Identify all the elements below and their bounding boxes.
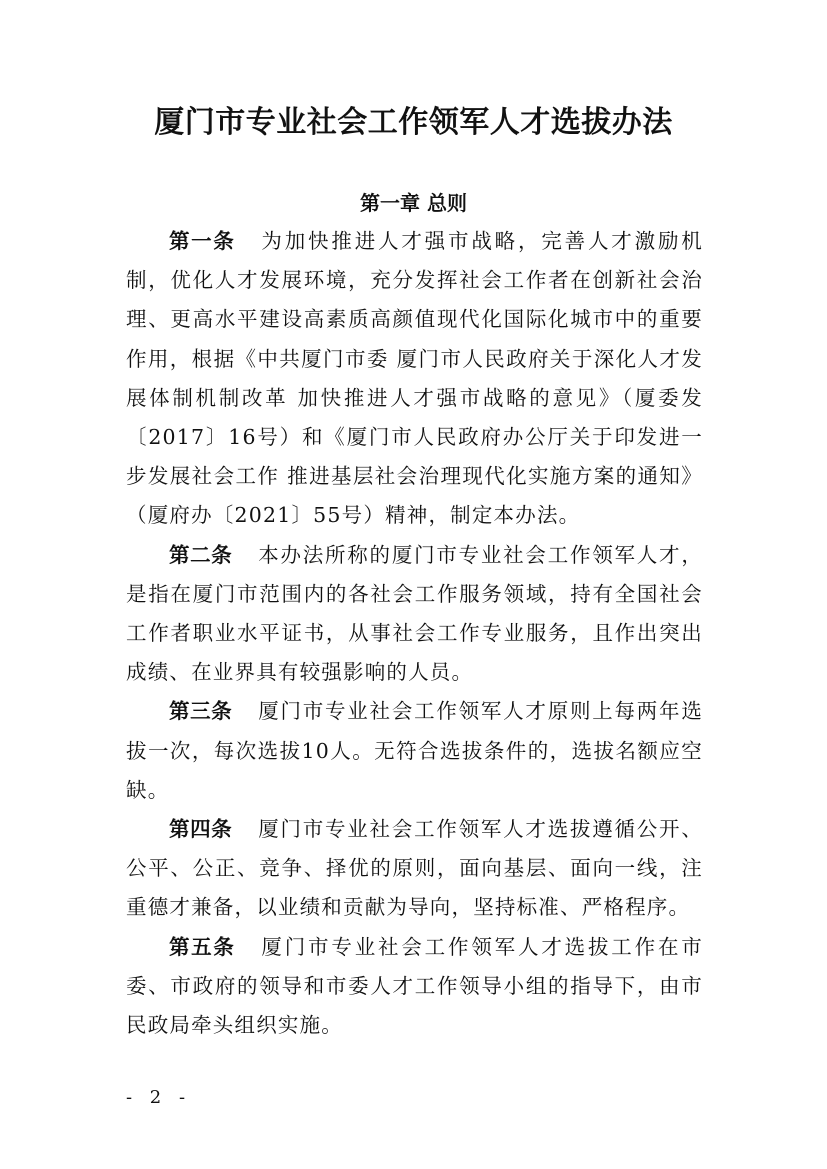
article-3 xyxy=(126,692,703,810)
page-number: - 2 - xyxy=(126,1087,192,1108)
article-label: 第四条 xyxy=(169,817,233,842)
document-title: 厦门市专业社会工作领军人才选拔办法 xyxy=(154,105,673,140)
article-1 xyxy=(126,222,703,536)
article-4 xyxy=(126,810,703,928)
article-text: 为加快推进人才强市战略，完善人才激励机制，优化人才发展环境，充分发挥社会工作者在创新社会治理、更高水平建设高素质高颜值现代化国际化城市中的重要作用，根据《中共厦门市委 厦门市人民政府关于深化人才发展体制机制改革 加快推进人才强市战略的意见》（厦委发〔2017〕16号）和《厦门市人民政府办公厅关于印发进一步发展社会工作 推进基层社会治理现代化实施方案的通知》（厦府办〔2021〕55号）精神，制定本办法。 xyxy=(126,229,703,528)
article-text: 厦门市专业社会工作领军人才选拔遵循公开、公平、公正、竞争、择优的原则，面向基层、面向一线，注重德才兼备，以业绩和贡献为导向，坚持标准、严格程序。 xyxy=(126,817,704,920)
chapter-heading: 第一章 总则 xyxy=(360,191,467,215)
article-2 xyxy=(126,536,703,693)
article-5 xyxy=(126,928,703,1046)
article-label: 第二条 xyxy=(169,542,233,567)
document-body xyxy=(126,222,703,1045)
article-text: 厦门市专业社会工作领军人才选拔工作在市委、市政府的领导和市委人才工作领导小组的指导下，由市民政局牵头组织实施。 xyxy=(126,934,703,1038)
article-text: 厦门市专业社会工作领军人才原则上每两年选拔一次，每次选拔10人。无符合选拔条件的，选拔名额应空缺。 xyxy=(126,699,704,802)
article-label: 第五条 xyxy=(169,934,236,959)
article-label: 第三条 xyxy=(169,699,233,724)
article-text: 本办法所称的厦门市专业社会工作领军人才，是指在厦门市范围内的各社会工作服务领域，持有全国社会工作者职业水平证书，从事社会工作专业服务，且作出突出成绩、在业界具有较强影响的人员。 xyxy=(126,542,704,685)
article-label: 第一条 xyxy=(169,229,236,253)
